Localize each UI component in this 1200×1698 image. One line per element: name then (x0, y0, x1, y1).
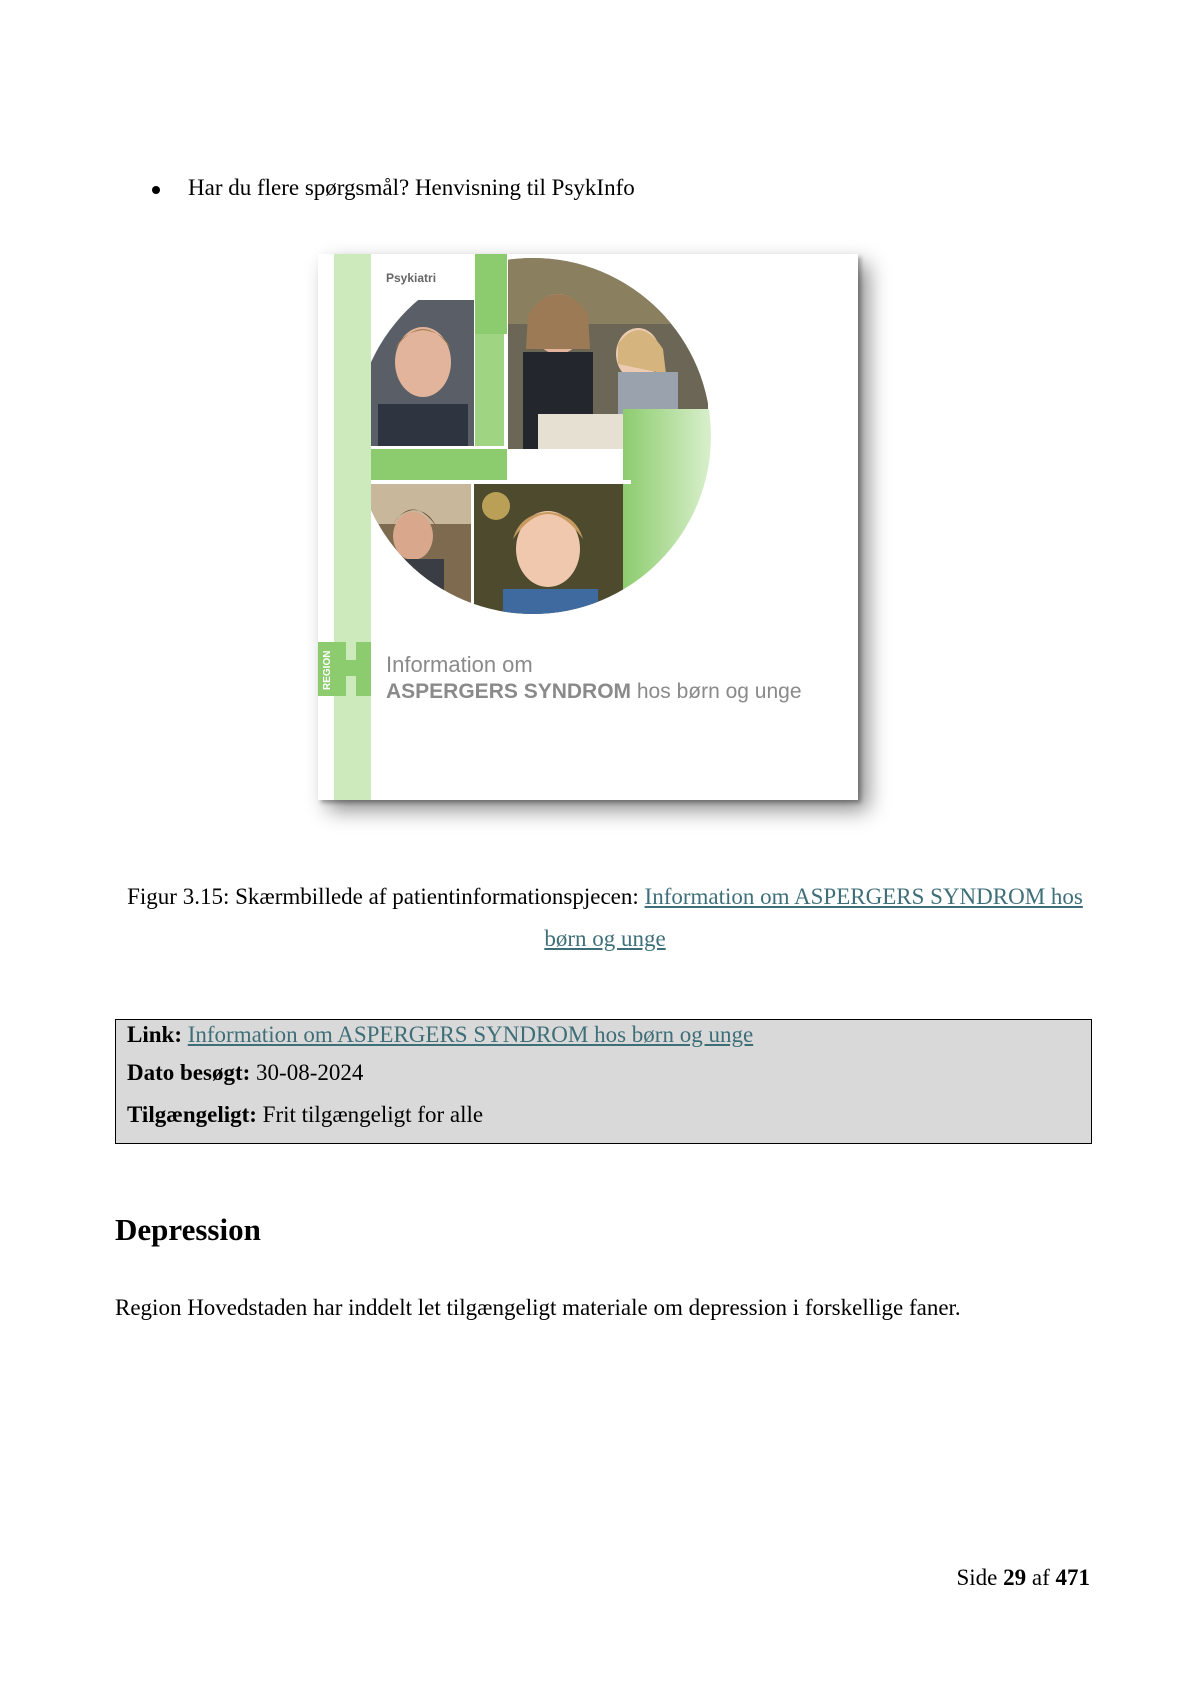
cover-title-rest: hos børn og unge (631, 680, 802, 703)
section-heading: Depression (115, 1212, 261, 1247)
info-date-row (127, 1052, 1080, 1094)
cover-title-line1: Information om (386, 652, 533, 677)
info-link-row (127, 1020, 1080, 1052)
info-access-label: Tilgængeligt: (127, 1102, 257, 1127)
info-access-value: Frit tilgængeligt for alle (262, 1102, 484, 1127)
section-paragraph: Region Hovedstaden har inddelt let tilgængeligt materiale om depression i forskellige faner. (115, 1295, 961, 1320)
info-access-row (127, 1094, 1080, 1136)
cover-title-line2 (386, 680, 802, 703)
info-link-label: Link: (127, 1022, 182, 1047)
bullet-dot (152, 186, 160, 194)
brochure-cover-image (318, 254, 858, 800)
caption-prefix: Figur 3.15: Skærmbillede af patientinformationspjecen: (127, 884, 645, 909)
cover-title-bold: ASPERGERS SYNDROM (386, 680, 632, 703)
page-middle: af (1026, 1565, 1056, 1590)
page-prefix: Side (956, 1565, 1004, 1590)
caption-link[interactable]: Information om ASPERGERS SYNDROM hos børn og unge (544, 884, 1083, 951)
info-box (115, 1019, 1092, 1144)
page-number (956, 1560, 1090, 1596)
info-date-label: Dato besøgt: (127, 1060, 251, 1085)
region-logo-text: REGION (322, 650, 333, 690)
info-date-value: 30-08-2024 (256, 1060, 364, 1085)
page-total: 471 (1055, 1565, 1090, 1590)
brochure-cover-graphic (318, 254, 858, 800)
figure-caption (110, 876, 1100, 960)
page-current: 29 (1003, 1565, 1027, 1590)
cover-top-label: Psykiatri (386, 271, 437, 285)
info-link[interactable]: Information om ASPERGERS SYNDROM hos børn og unge (187, 1022, 754, 1047)
bullet-text: Har du flere spørgsmål? Henvisning til PsykInfo (188, 175, 635, 200)
